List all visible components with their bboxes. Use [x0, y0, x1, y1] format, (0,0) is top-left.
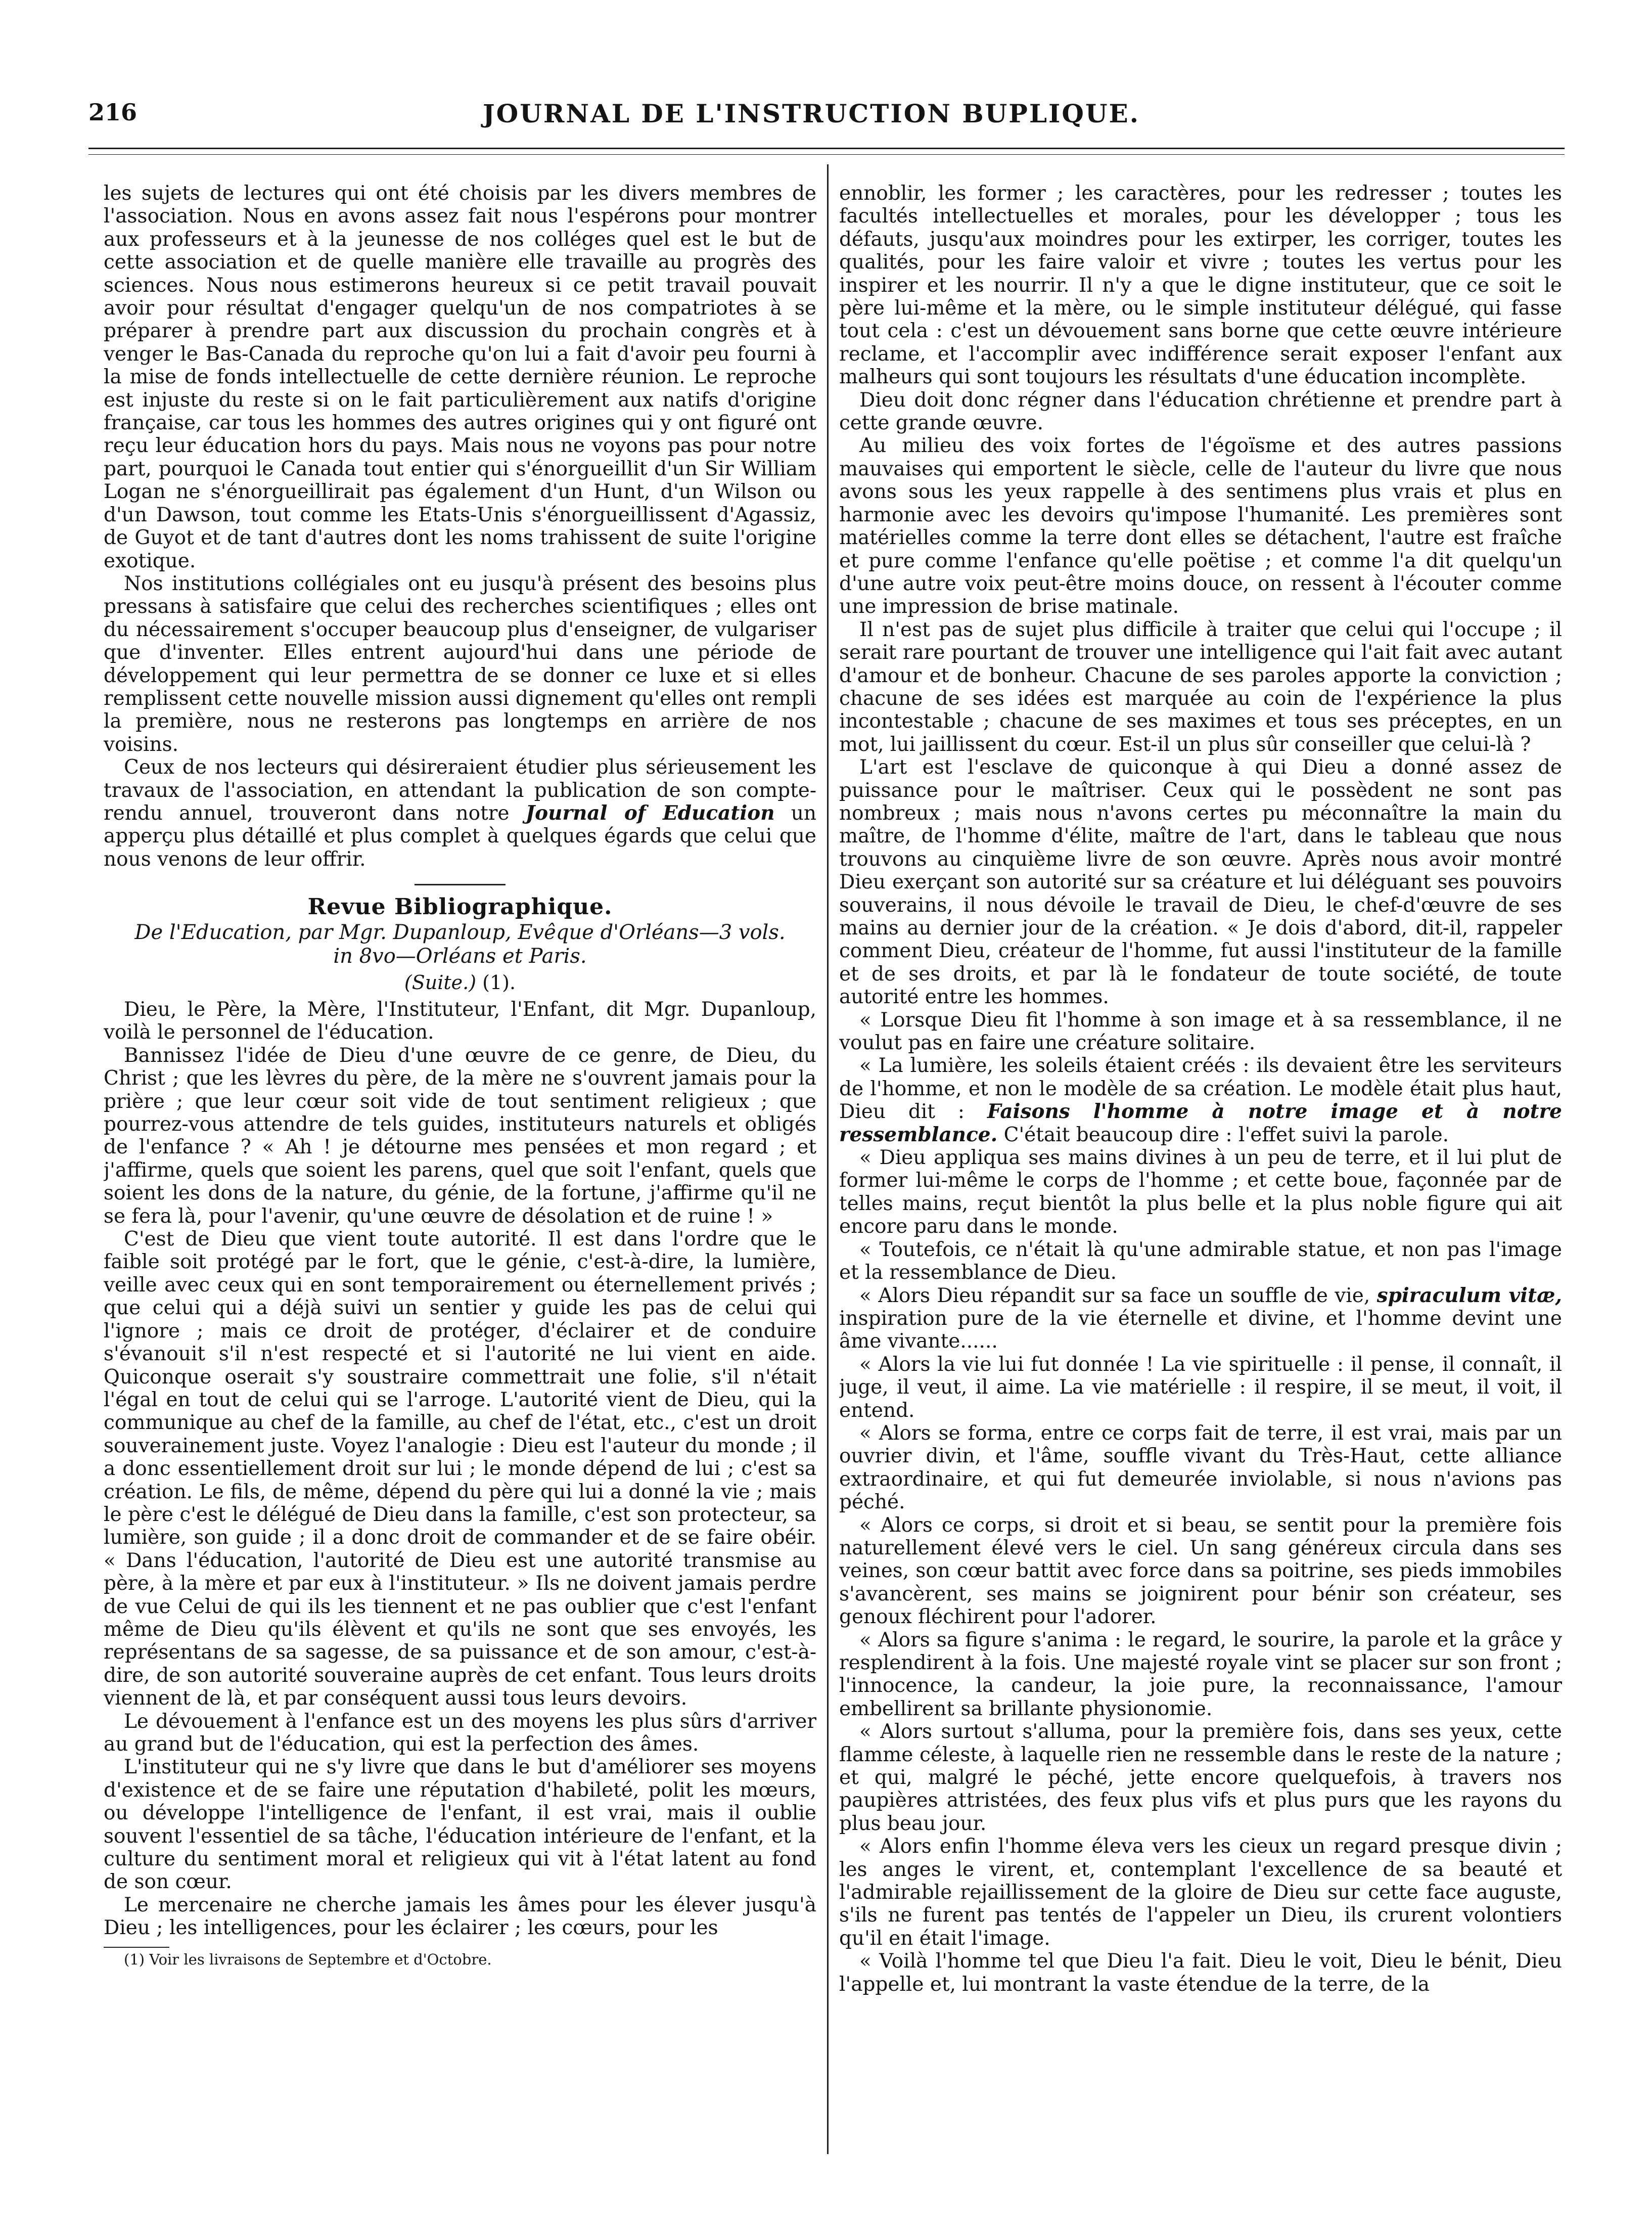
paragraph: « Voilà l'homme tel que Dieu l'a fait. Dieu le voit, Dieu le bénit, Dieu l'appelle et, lui montrant la vaste étendue de la terre, de la — [839, 1950, 1562, 1996]
header-rule — [88, 148, 1565, 149]
paragraph: Dieu doit donc régner dans l'éducation chrétienne et prendre part à cette grande œuvre. — [839, 388, 1562, 435]
paragraph: « Alors se forma, entre ce corps fait de terre, il est vrai, mais par un ouvrier divin, et l'âme, souffle vivant du Très-Haut, cette alliance extraordinaire, et qui fut demeurée inviolable, si nous n'avions pas péché. — [839, 1421, 1562, 1514]
paragraph: L'instituteur qui ne s'y livre que dans le but d'améliorer ses moyens d'existence et de se faire une réputation d'habileté, polit les mœurs, ou développe l'intelligence de l'enfant, il est vrai, mais il oublie souvent l'essentiel de sa tâche, l'éducation intérieure de l'enfant, et la culture du sentiment moral et religieux qui vit à l'état latent au fond de son cœur. — [104, 1756, 816, 1894]
paragraph — [104, 756, 816, 871]
paragraph-text: Ceux de nos lecteurs qui désireraient étudier plus sérieusement les travaux de l'association, en attendant la publication de son compte-rendu annuel, trouveront dans notre — [104, 756, 816, 825]
column-divider — [827, 164, 829, 2154]
paragraph: Au milieu des voix fortes de l'égoïsme et des autres passions mauvaises qui emportent le siècle, celle de l'auteur du livre que nous avons sous les yeux rappelle à des sentimens plus vrais et plus en harmonie avec les devoirs qu'impose l'humanité. Les premières sont matérielles comme la terre dont elles se détachent, l'autre est fraîche et pure comme l'enfance qu'elle poëtise ; et comme l'a dit quelqu'un d'une autre voix peut-être moins douce, on ressent à l'écouter comme une impression de brise matinale. — [839, 434, 1562, 618]
quotation: Faisons l'homme à notre image et à notre ressemblance. — [839, 1100, 1562, 1146]
paragraph: « Dieu appliqua ses mains divines à un peu de terre, et il lui plut de former lui-même le corps de l'homme ; et cette boue, façonnée par de telles mains, reçut bientôt la plus belle et la plus noble figure qui ait encore paru dans le monde. — [839, 1146, 1562, 1238]
paragraph: « Alors surtout s'alluma, pour la première fois, dans ses yeux, cette flamme céleste, à laquelle rien ne ressemble dans le reste de la nature ; et qui, malgré le péché, jette encore quelquefois, à travers nos paupières attristées, des feux plus vifs et plus purs que les rayons du plus beau jour. — [839, 1720, 1562, 1835]
paragraph: Nos institutions collégiales ont eu jusqu'à présent des besoins plus pressans à satisfaire que celui des recherches scientifiques ; elles ont du nécessairement s'occuper beaucoup plus d'enseigner, de vulgariser que d'inventer. Elles entrent aujourd'hui dans une période de développement qui leur permettra de se donner ce luxe et si elles remplissent cette nouvelle mission aussi dignement qu'elles ont rempli la première, nous ne resterons pas longtemps en arrière de nos voisins. — [104, 572, 816, 756]
paragraph: « Alors sa figure s'anima : le regard, le sourire, la parole et la grâce y resplendirent à la fois. Une majesté royale vint se placer sur son front ; l'innocence, la candeur, la joie pure, la reconnaissance, l'amour embellirent sa brillante physionomie. — [839, 1628, 1562, 1720]
paragraph: Il n'est pas de sujet plus difficile à traiter que celui qui l'occupe ; il serait rare pourtant de trouver une intelligence qui l'ait fait avec autant d'amour et de bonheur. Chacune de ses paroles apporte la conviction ; chacune de ses idées est marquée au coin de l'expérience la plus incontestable ; chacune de ses maximes et tous ses préceptes, en un mot, lui jaillissent du cœur. Est-il un plus sûr conseiller que celui-là ? — [839, 618, 1562, 756]
paragraph: « Alors ce corps, si droit et si beau, se sentit pour la première fois naturellement élevé vers le ciel. Un sang généreux circula dans ses veines, son cœur battit avec force dans sa poitrine, ses pieds immobiles s'avancèrent, ses mains se joignirent pour bénir son créateur, ses genoux fléchirent pour l'adorer. — [839, 1513, 1562, 1629]
continuation-label — [104, 971, 816, 994]
paragraph: C'est de Dieu que vient toute autorité. Il est dans l'ordre que le faible soit protégé par le fort, que le génie, c'est-à-dire, la lumière, veille avec ceux qui en sont temporairement ou éternellement privés ; que celui qui a déjà suivi un sentier y guide les pas de celui qui l'ignore ; mais ce droit de protéger, d'éclairer et de conduire s'évanouit s'il n'est respecté et si l'autorité ne lui vient en aide. Quiconque oserait s'y soustraire commettrait une folie, s'il n'était l'égal en tout de celui qui se l'arroge. L'autorité vient de Dieu, qui la communique au chef de la famille, au chef de l'état, etc., c'est un droit souverainement juste. Voyez l'analogie : Dieu est l'auteur du monde ; il a donc essentiellement droit sur lui ; le monde dépend de lui ; c'est sa création. Le fils, de même, dépend du père qui lui a donné la vie ; mais le père c'est le délégué de Dieu dans la famille, c'est son protecteur, sa lumière, son guide ; il a donc droit de commander et de se faire obéir. « Dans l'éducation, l'autorité de Dieu est une autorité transmise au père, à la mère et par eux à l'instituteur. » Ils ne doivent jamais perdre de vue Celui de qui ils les tiennent et ne pas oublier que c'est l'enfant même de Dieu qu'ils élèvent et qu'ils ne sont que ses envoyés, les représentans de sa sagesse, de sa puissance et de son amour, c'est-à-dire, de son autorité souveraine auprès de cet enfant. Tous leurs droits viennent de là, et par conséquent aussi tous leurs devoirs. — [104, 1228, 816, 1710]
paragraph: « Alors enfin l'homme éleva vers les cieux un regard presque divin ; les anges le virent, et, contemplant l'excellence de sa beauté et l'admirable rejaillissement de la gloire de Dieu sur cette face auguste, s'ils ne furent pas tentés de l'appeler un Dieu, ils crurent volontiers qu'il en était l'image. — [839, 1835, 1562, 1950]
journal-reference: Journal of Education — [525, 801, 775, 825]
footnote: (1) Voir les livraisons de Septembre et d'Octobre. — [124, 1950, 492, 1968]
book-title-line2: in 8vo—Orléans et Paris. — [333, 944, 587, 968]
paragraph: Bannissez l'idée de Dieu d'une œuvre de ce genre, de Dieu, du Christ ; que les lèvres du père, de la mère ne s'ouvrent jamais pour la prière ; que leur cœur soit vide de tout sentiment religieux ; que pourrez-vous attendre de tels guides, instituteurs naturels et obligés de l'enfance ? « Ah ! je détourne mes pensées et mon regard ; et j'affirme, quels que soient les parens, quel que soit l'enfant, quels que soient les dons de la nature, du génie, de la fortune, j'affirme qu'il ne se fera là, pour l'avenir, qu'une œuvre de désolation et de ruine ! » — [104, 1044, 816, 1228]
footnote-divider — [104, 1947, 169, 1948]
section-heading: Revue Bibliographique. — [307, 894, 613, 920]
left-column — [104, 182, 816, 2157]
latin-phrase: spiraculum vitæ, — [1376, 1283, 1562, 1307]
page-number: 216 — [88, 99, 137, 126]
paragraph — [839, 1284, 1562, 1353]
paragraph: « Lorsque Dieu fit l'homme à son image et à sa ressemblance, il ne voulut pas en faire une créature solitaire. — [839, 1008, 1562, 1055]
right-column — [839, 182, 1562, 2157]
paragraph: Dieu, le Père, la Mère, l'Instituteur, l'Enfant, dit Mgr. Dupanloup, voilà le personnel de l'éducation. — [104, 998, 816, 1044]
book-title: De l'Education, par Mgr. Dupanloup, Evêque d'Orléans—3 vols. — [134, 920, 786, 944]
paragraph: Le mercenaire ne cherche jamais les âmes pour les élever jusqu'à Dieu ; les intelligences, pour les éclairer ; les cœurs, pour les — [104, 1893, 816, 1940]
footnote-ref: (1). — [476, 971, 516, 994]
page-header — [88, 99, 1565, 134]
paragraph: ennoblir, les former ; les caractères, pour les redresser ; toutes les facultés intellectuelles et morales, pour les développer ; tous les défauts, jusqu'aux moindres pour les extirper, les corriger, toutes les qualités, pour les faire valoir et vivre ; toutes les vertus pour les inspirer et les nourrir. Il n'y a que le digne instituteur, que ce soit le père lui-même et la mère, ou le simple instituteur délégué, qui fasse tout cela : c'est un dévouement sans borne que cette œuvre intérieure reclame, et l'accomplir avec indifférence serait exposer l'enfant aux malheurs qui sont toujours les résultats d'une éducation incomplète. — [839, 182, 1562, 389]
paragraph: L'art est l'esclave de quiconque à qui Dieu a donné assez de puissance pour le maîtriser. Ceux qui le possèdent ne sont pas nombreux ; mais nous n'avons certes pu méconnaître la main du maître, de l'homme d'élite, maître de l'art, dans le tableau que nous trouvons au cinquième livre de son œuvre. Après nous avoir montré Dieu exerçant son autorité sur sa créature et lui déléguant ses pouvoirs souverains, il nous dévoile le travail de Dieu, le chef-d'œuvre de ses mains au dernier jour de la création. « Je dois d'abord, dit-il, rappeler comment Dieu, créateur de l'homme, fut aussi l'instituteur de la famille et de ses droits, et par là le fondateur de toute société, de toute autorité entre les hommes. — [839, 756, 1562, 1009]
paragraph-text: C'était beaucoup dire : l'effet suivi la parole. — [997, 1123, 1449, 1146]
paragraph — [839, 1054, 1562, 1146]
paragraph: les sujets de lectures qui ont été choisis par les divers membres de l'association. Nous en avons assez fait nous l'espérons pour montrer aux professeurs et à la jeunesse de nos colléges quel est le but de cette association et de quelle manière elle travaille au progrès des sciences. Nous nous estimerons heureux si ce petit travail pouvait avoir pour résultat d'engager quelqu'un de nos compatriotes à se préparer à prendre part aux discussion du prochain congrès et à venger le Bas-Canada du reproche qu'on lui a fait d'avoir peu fourni à la mise de fonds intellectuelle de cette dernière réunion. Le reproche est injuste du reste si on le fait particulièrement aux natifs d'origine française, car tous les hommes des autres origines qui y ont figuré ont reçu leur éducation hors du pays. Mais nous ne voyons pas pour notre part, pourquoi le Canada tout entier qui s'énorgueillit d'un Sir William Logan ne s'énorgueillirait pas également d'un Hunt, d'un Wilson ou d'un Dawson, tout comme les Etats-Unis s'énorgueillissent d'Agassiz, de Guyot et de tant d'autres dont les noms trahissent de suite l'origine exotique. — [104, 182, 816, 572]
paragraph-text: « La lumière, les soleils étaient créés : ils devaient être les serviteurs de l'homme, et non le modèle de sa création. Le modèle était plus haut, Dieu dit : — [839, 1054, 1562, 1124]
paragraph: « Toutefois, ce n'était là qu'une admirable statue, et non pas l'image et la ressemblance de Dieu. — [839, 1238, 1562, 1284]
journal-title: JOURNAL DE L'INSTRUCTION BUPLIQUE. — [483, 99, 1140, 128]
suite-label: (Suite.) — [404, 971, 477, 994]
section-divider — [415, 884, 506, 885]
paragraph-text: inspiration pure de la vie éternelle et divine, et l'homme devint une âme vivante...... — [839, 1307, 1562, 1353]
header-rule-thin — [88, 154, 1565, 155]
paragraph: Le dévouement à l'enfance est un des moyens les plus sûrs d'arriver au grand but de l'éducation, qui est la perfection des âmes. — [104, 1710, 816, 1756]
paragraph: « Alors la vie lui fut donnée ! La vie spirituelle : il pense, il connaît, il juge, il veut, il aime. La vie matérielle : il respire, il se meut, il voit, il entend. — [839, 1353, 1562, 1422]
paragraph-text: un apperçu plus détaillé et plus complet à quelques égards que celui que nous venons de leur offrir. — [104, 801, 816, 871]
paragraph-text: « Alors Dieu répandit sur sa face un souffle de vie, — [859, 1284, 1377, 1307]
